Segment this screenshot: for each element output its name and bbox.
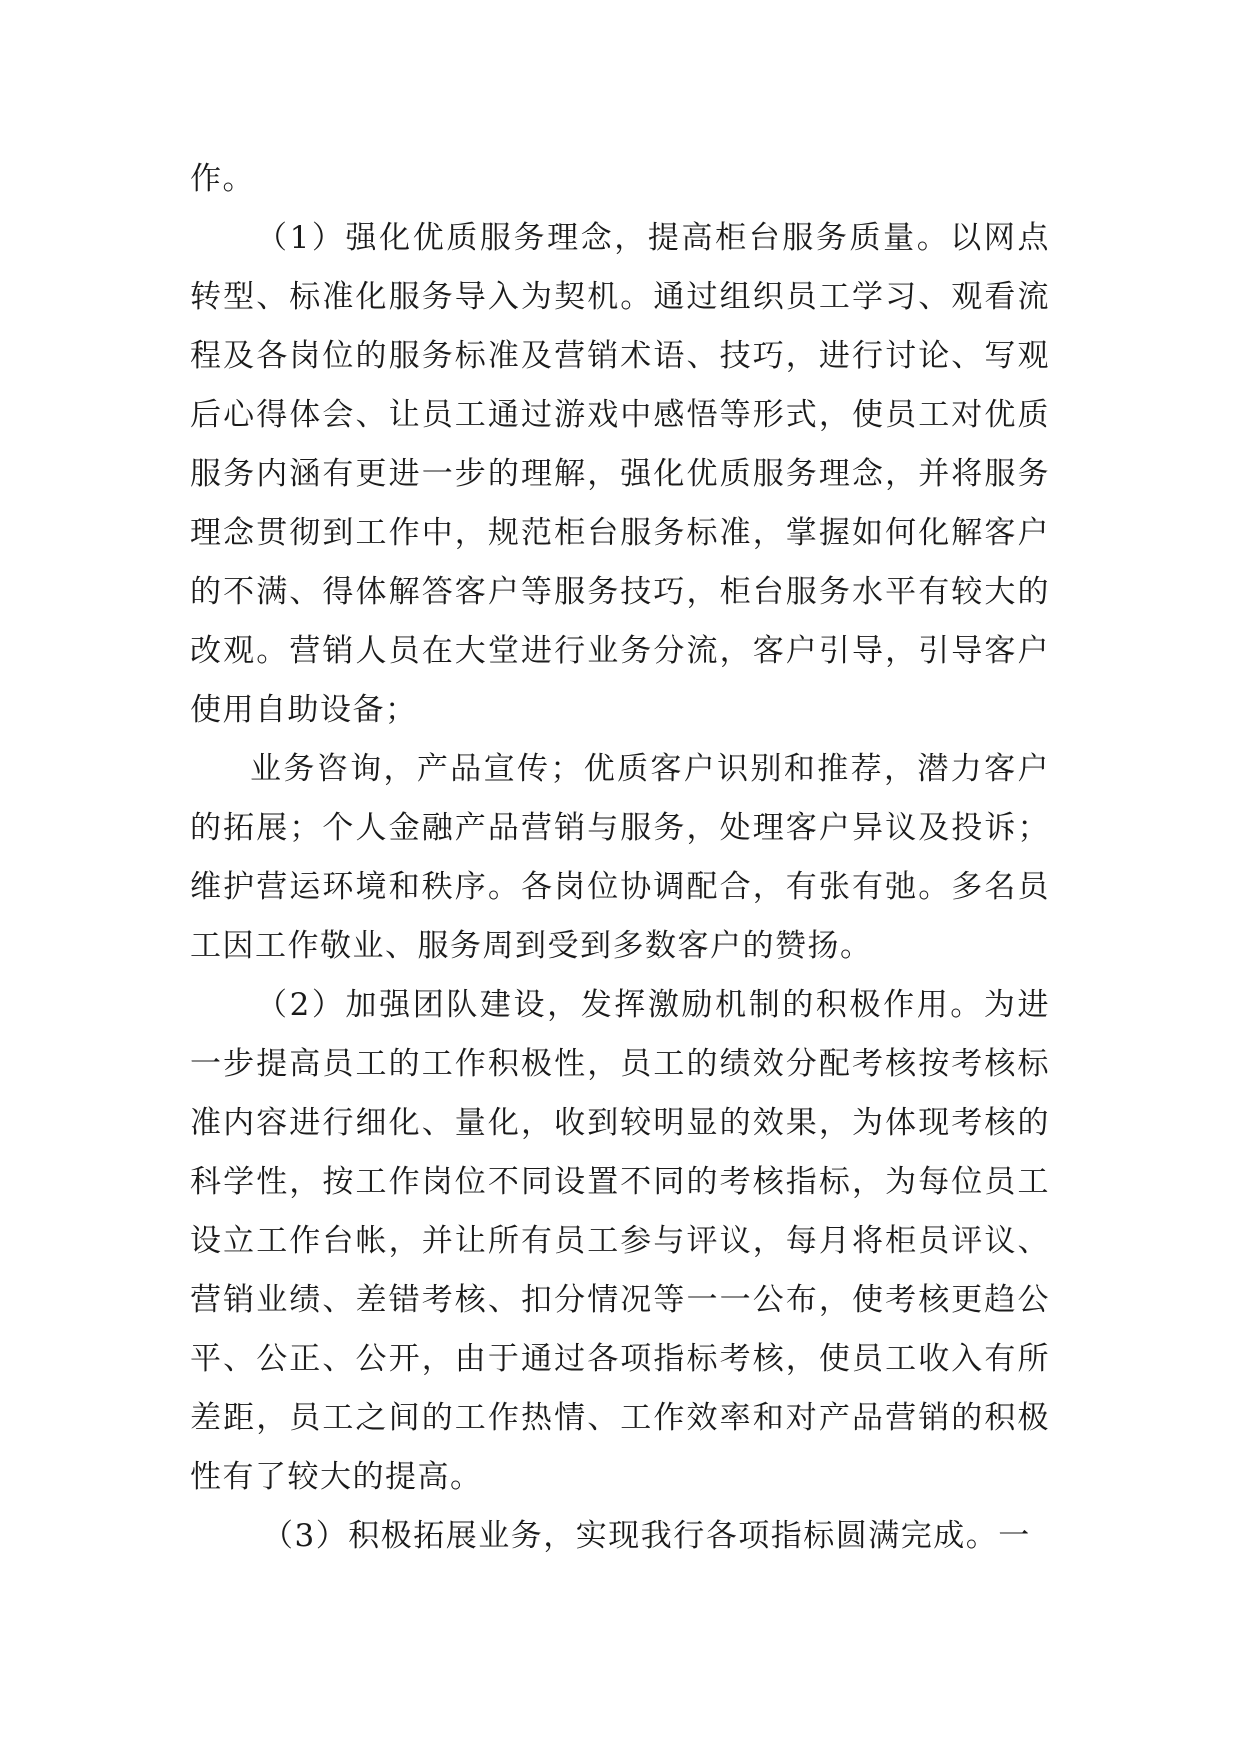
paragraph-item-1: （1）强化优质服务理念，提高柜台服务质量。以网点转型、标准化服务导入为契机。通过组织员工学习、观看流程及各岗位的服务标准及营销术语、技巧，进行讨论、写观后心得体会、让员工通过游戏中感悟等形式，使员工对优质服务内涵有更进一步的理解，强化优质服务理念，并将服务理念贯彻到工作中，规范柜台服务标准，掌握如何化解客户的不满、得体解答客户等服务技巧，柜台服务水平有较大的改观。营销人员在大堂进行业务分流，客户引导，引导客户使用自助设备；: [190, 220, 1050, 728]
paragraph-item-1-continued: 业务咨询，产品宣传；优质客户识别和推荐，潜力客户的拓展；个人金融产品营销与服务，处理客户异议及投诉；维护营运环境和秩序。各岗位协调配合，有张有弛。多名员工因工作敬业、服务周到受到多数客户的赞扬。: [190, 751, 1050, 964]
paragraph-item-2: （2）加强团队建设，发挥激励机制的积极作用。为进一步提高员工的工作积极性，员工的绩效分配考核按考核标准内容进行细化、量化，收到较明显的效果，为体现考核的科学性，按工作岗位不同设置不同的考核指标，为每位员工设立工作台帐，并让所有员工参与评议，每月将柜员评议、营销业绩、差错考核、扣分情况等一一公布，使考核更趋公平、公正、公开，由于通过各项指标考核，使员工收入有所差距，员工之间的工作热情、工作效率和对产品营销的积极性有了较大的提高。: [190, 987, 1050, 1495]
paragraph-item-3: （3）积极拓展业务，实现我行各项指标圆满完成。一: [262, 1518, 1031, 1554]
document-body: [190, 150, 1050, 1566]
paragraph-continuation: 作。: [190, 161, 255, 197]
